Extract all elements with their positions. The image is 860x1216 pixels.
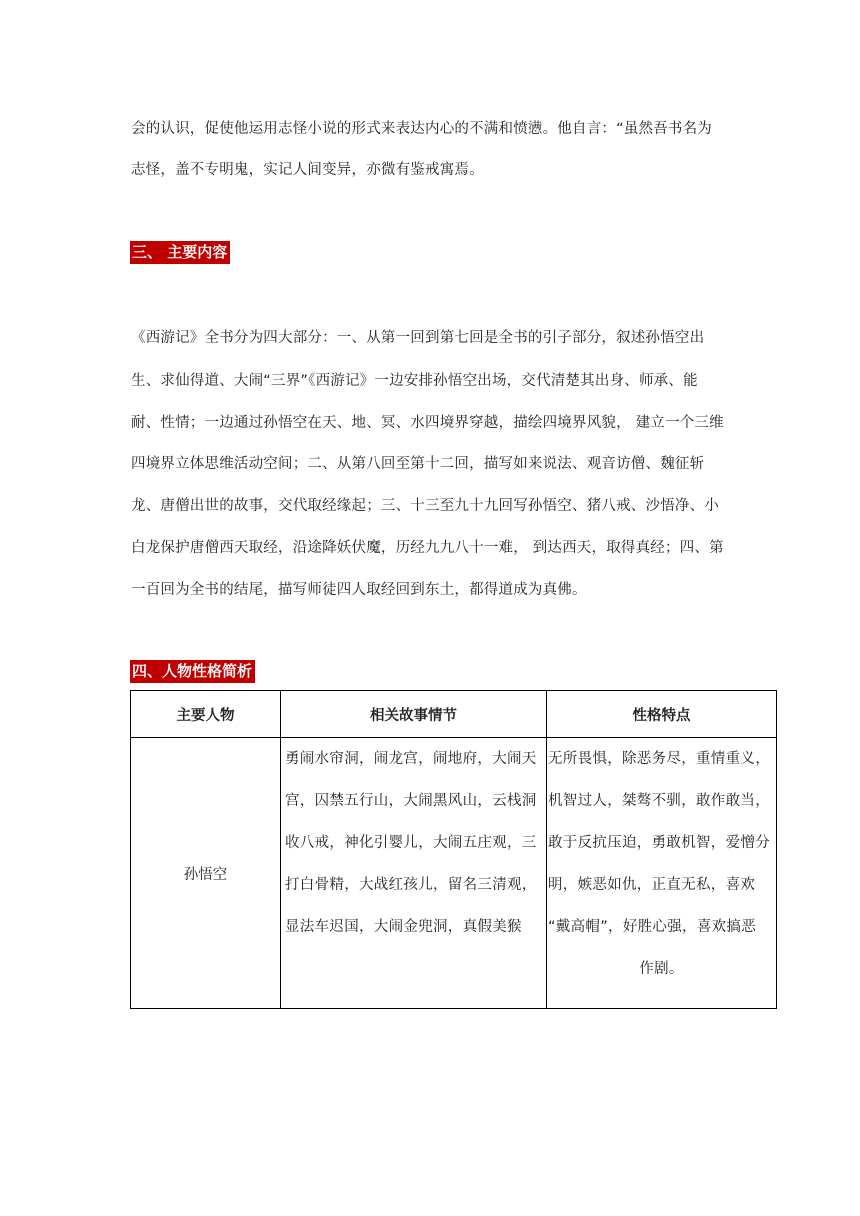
trait-line: 机智过人，桀骜不驯，敢作敢当， xyxy=(548,793,770,809)
table-header-cell: 主要人物 xyxy=(131,691,281,738)
table-header-cell: 性格特点 xyxy=(547,691,777,738)
text-line: 《西游记》全书分为四大部分：一、从第一回到第七回是全书的引子部分，叙述孙悟空出 xyxy=(131,330,705,346)
trait-line: “戴高帽”，好胜心强，喜欢搞恶 xyxy=(548,919,757,935)
trait-line: 敢于反抗压迫，勇敢机智，爱憎分 xyxy=(548,835,770,851)
text-line: 龙、唐僧出世的故事，交代取经缘起；三、十三至九十九回写孙悟空、猪八戒、沙悟净、小 xyxy=(131,498,719,514)
trait-line: 无所畏惧，除恶务尽，重情重义， xyxy=(548,751,770,767)
table-header-row xyxy=(131,691,777,738)
plot-line: 显法车迟国，大闹金兜洞，真假美猴 xyxy=(285,919,522,935)
text-line: 生、求仙得道、大闹“三界”《西游记》一边安排孙悟空出场，交代清楚其出身、师承、能 xyxy=(131,373,698,389)
text-line: 四境界立体思维活动空间；二、从第八回至第十二回，描写如来说法、观音访僧、魏征斩 xyxy=(131,456,705,472)
table-row xyxy=(131,738,777,1009)
plot-line: 宫，囚禁五行山，大闹黑风山，云栈洞 xyxy=(285,793,537,809)
section-heading-character-analysis: 四、人物性格简析 xyxy=(130,660,255,683)
character-name-cell: 孙悟空 xyxy=(131,738,281,1009)
text-line: 白龙保护唐僧西天取经，沿途降妖伏魔，历经九九八十一难， 到达西天，取得真经；四、第 xyxy=(131,540,724,556)
plot-line: 收八戒，神化引婴儿，大闹五庄观，三 xyxy=(285,835,537,851)
character-table xyxy=(130,690,777,1009)
text-line: 会的认识，促使他运用志怪小说的形式来表达内心的不满和愤懑。他自言：“虽然吾书名为 xyxy=(131,121,713,137)
story-plot-cell xyxy=(281,738,547,1009)
plot-line: 打白骨精，大战红孩儿，留名三清观， xyxy=(285,877,537,893)
text-line: 耐、性情；一边通过孙悟空在天、地、冥、水四境界穿越，描绘四境界风貌， 建立一个三维 xyxy=(131,415,724,431)
section-heading-main-content: 三、 主要内容 xyxy=(130,241,230,264)
text-line: 一百回为全书的结尾，描写师徒四人取经回到东土，都得道成为真佛。 xyxy=(131,582,587,598)
plot-line: 勇闹水帘洞，闹龙宫，闹地府，大闹天 xyxy=(285,751,537,767)
personality-trait-cell xyxy=(547,738,777,1009)
table-header-cell: 相关故事情节 xyxy=(281,691,547,738)
text-line: 志怪，盖不专明鬼，实记人间变异，亦微有鉴戒寓焉。 xyxy=(131,162,484,178)
trait-line: 作剧。 xyxy=(639,961,684,977)
trait-line: 明，嫉恶如仇，正直无私，喜欢 xyxy=(548,877,756,893)
